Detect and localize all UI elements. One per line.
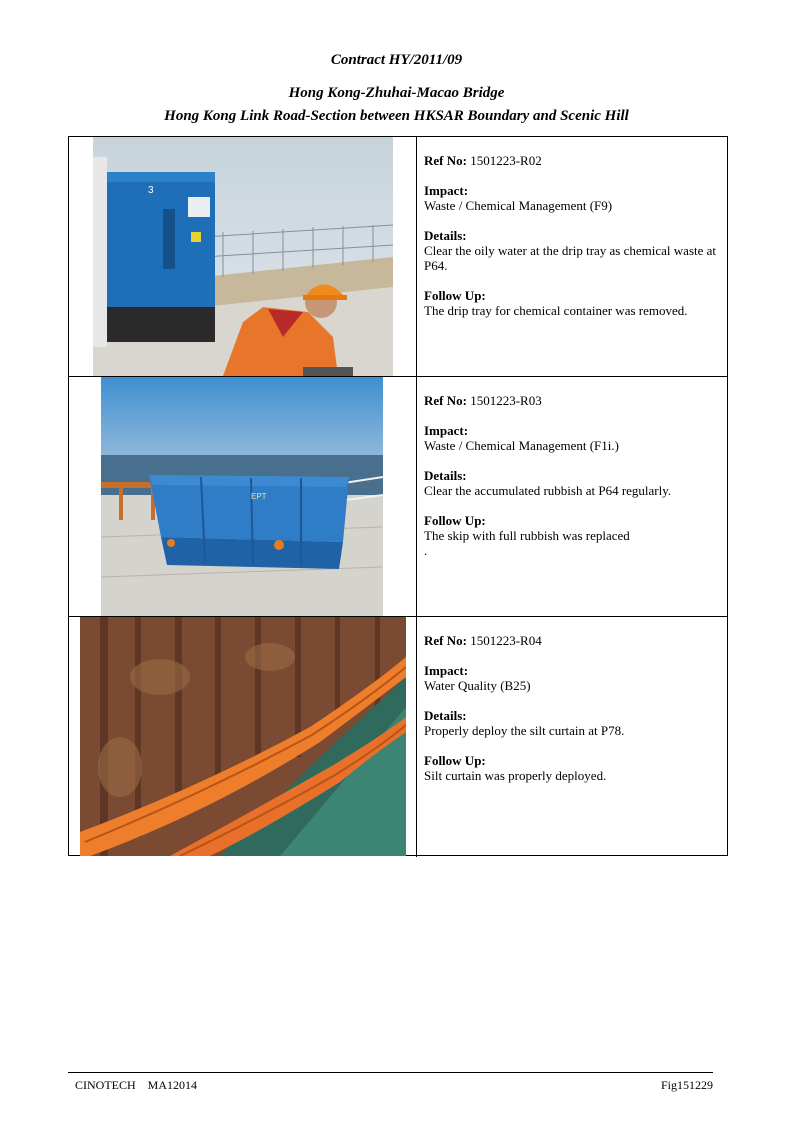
- impact-value: Waste / Chemical Management (F9): [424, 198, 613, 213]
- followup-label: Follow Up:: [424, 753, 486, 768]
- details-value: Clear the oily water at the drip tray as chemical waste at P64.: [424, 243, 717, 273]
- observation-row: [69, 377, 727, 617]
- impact-label: Impact:: [424, 183, 469, 198]
- followup-value: The drip tray for chemical container was removed.: [424, 303, 688, 318]
- svg-text:EPT: EPT: [251, 492, 267, 501]
- ref-value: 1501223-R02: [470, 153, 542, 168]
- observation-row: [69, 617, 727, 857]
- record-details: [424, 153, 724, 333]
- photo-cell: [69, 137, 417, 376]
- photo-silt-curtain: [80, 617, 406, 856]
- details-label: Details:: [424, 468, 467, 483]
- photo-cell: [69, 377, 417, 616]
- followup-value: Silt curtain was properly deployed.: [424, 768, 607, 783]
- observation-table: [68, 136, 728, 856]
- impact-value: Waste / Chemical Management (F1i.): [424, 438, 619, 453]
- photo-generator-worker: [93, 137, 393, 376]
- followup-value: The skip with full rubbish was replaced: [424, 528, 630, 543]
- observation-row: [69, 137, 727, 377]
- details-label: Details:: [424, 228, 467, 243]
- details-value: Properly deploy the silt curtain at P78.: [424, 723, 625, 738]
- footer-right: Fig151229: [660, 1078, 713, 1092]
- followup-extra: .: [424, 543, 428, 558]
- section-title: Hong Kong Link Road-Section between HKSAR Boundary and Scenic Hill: [164, 108, 629, 124]
- photo-rubbish-skip: [101, 377, 383, 616]
- photo-cell: [69, 617, 417, 857]
- ref-label: Ref No:: [424, 633, 467, 648]
- ref-value: 1501223-R04: [470, 633, 542, 648]
- followup-label: Follow Up:: [424, 513, 486, 528]
- impact-value: Water Quality (B25): [424, 678, 531, 693]
- followup-label: Follow Up:: [424, 288, 486, 303]
- impact-label: Impact:: [424, 423, 469, 438]
- footer-rule: [68, 1072, 713, 1073]
- details-value: Clear the accumulated rubbish at P64 regularly.: [424, 483, 672, 498]
- project-title: Hong Kong-Zhuhai-Macao Bridge: [288, 85, 505, 101]
- record-details: [424, 393, 724, 573]
- impact-label: Impact:: [424, 663, 469, 678]
- record-details: [424, 633, 724, 798]
- ref-value: 1501223-R03: [470, 393, 542, 408]
- ref-label: Ref No:: [424, 153, 467, 168]
- contract-title: Contract HY/2011/09: [330, 52, 463, 68]
- details-label: Details:: [424, 708, 467, 723]
- footer-left: CINOTECH MA12014: [75, 1078, 197, 1092]
- generator-number: 3: [148, 185, 154, 196]
- ref-label: Ref No:: [424, 393, 467, 408]
